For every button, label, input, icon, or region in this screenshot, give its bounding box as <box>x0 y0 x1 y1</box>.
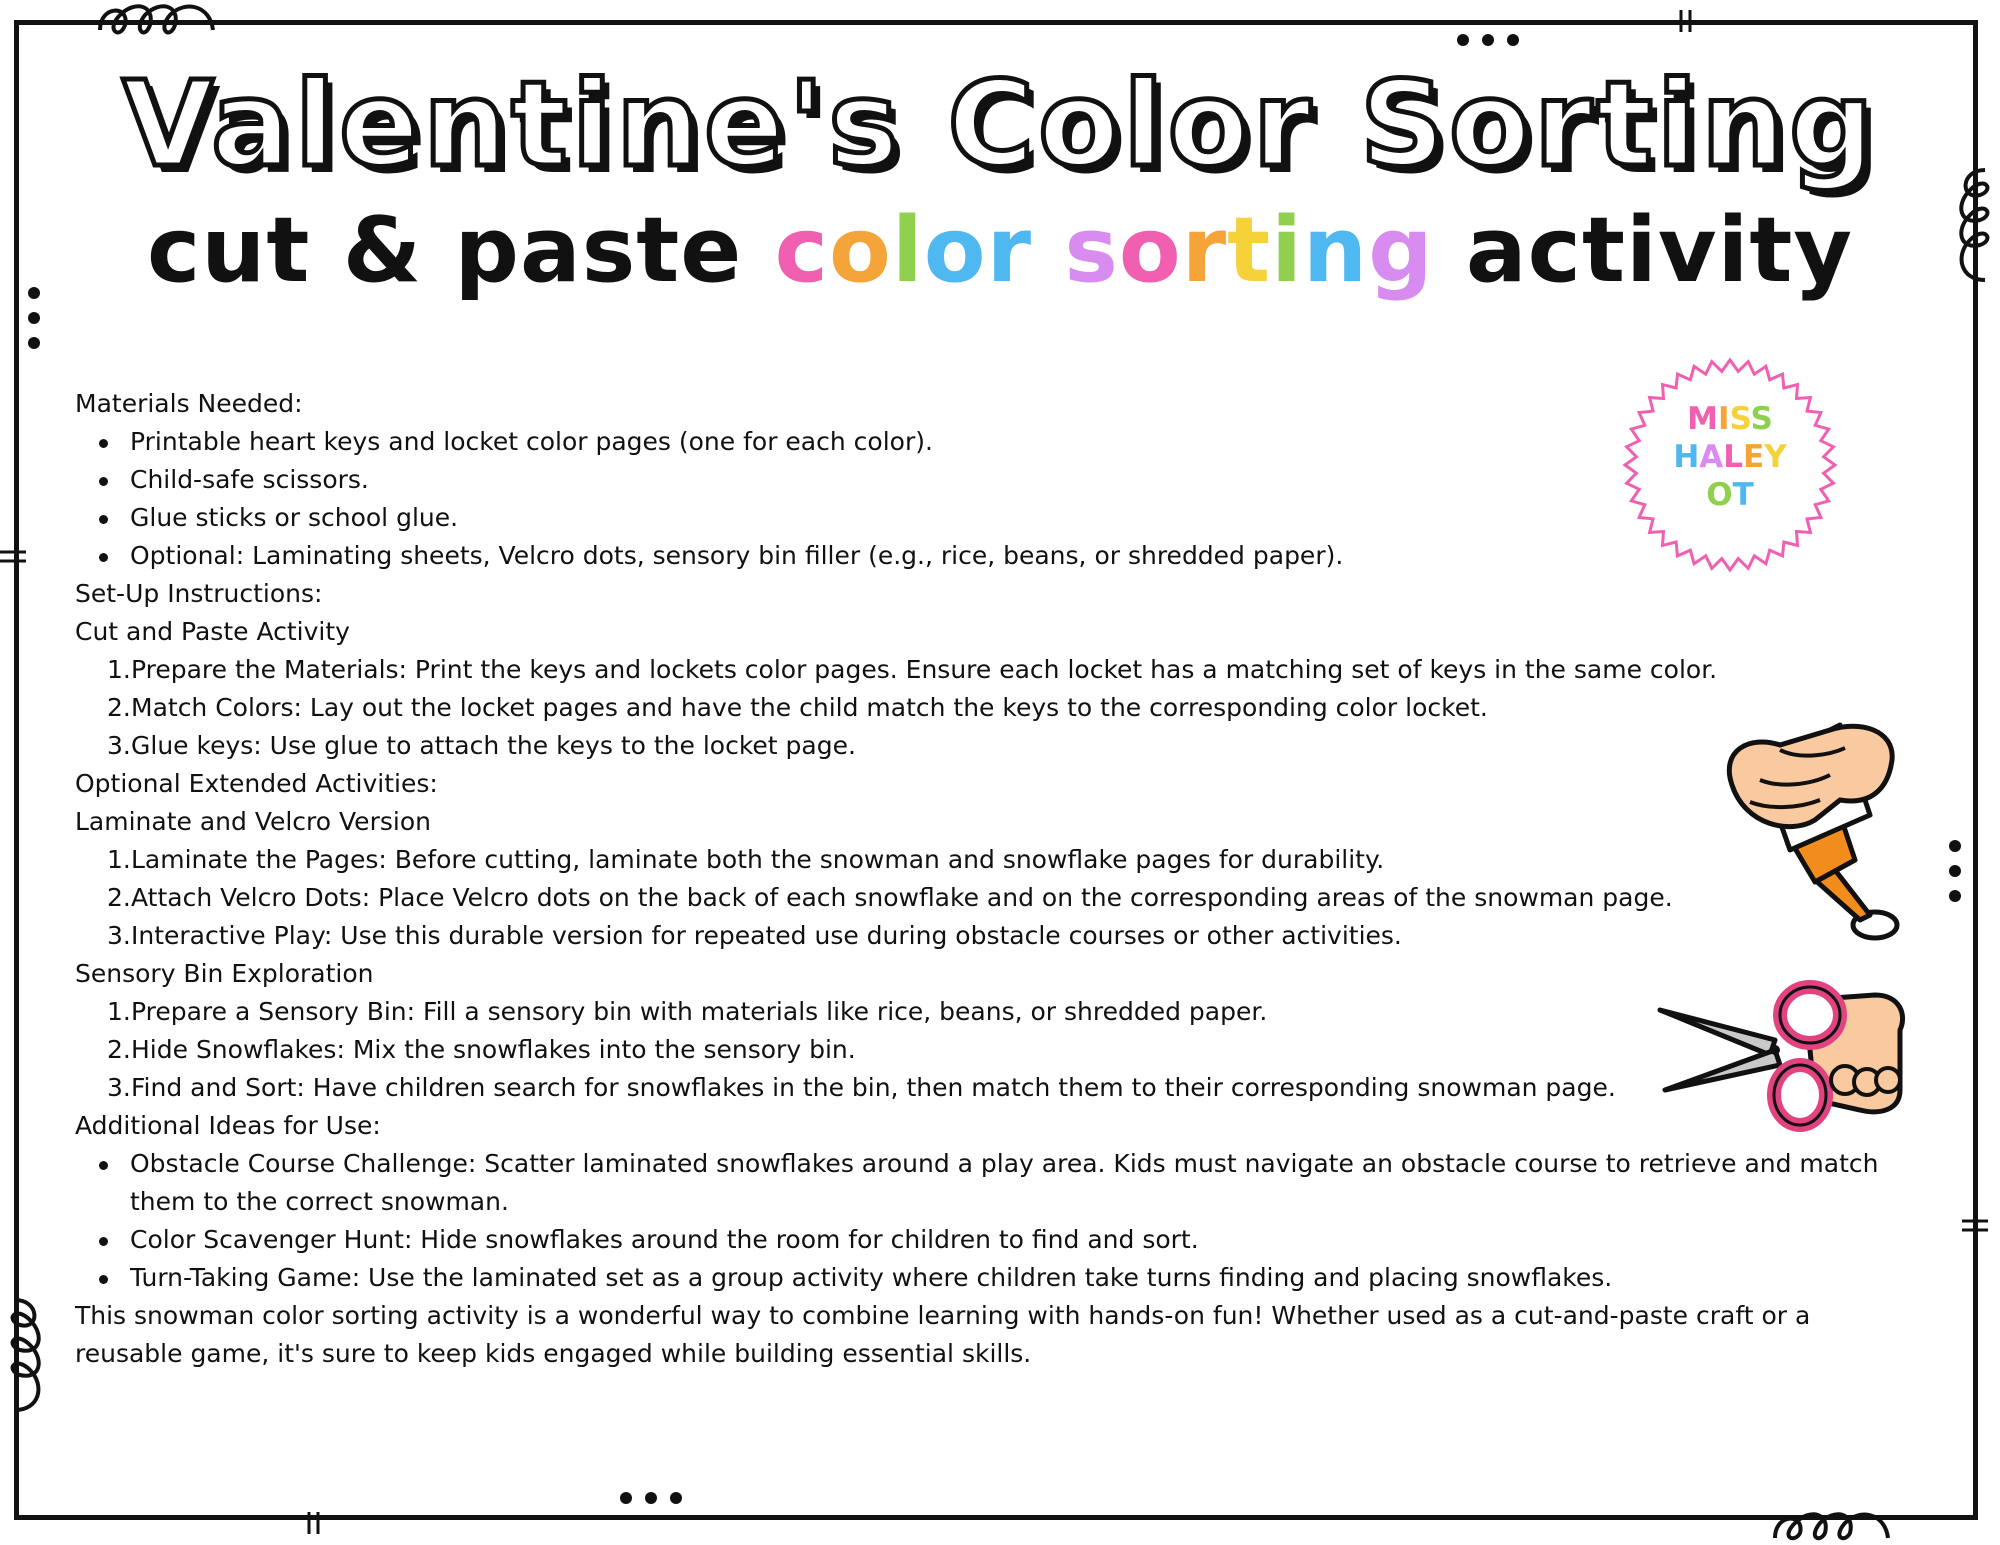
stamp-letter: T <box>1732 477 1754 513</box>
materials-item: Glue sticks or school glue. <box>75 499 1905 537</box>
page-title: Valentine's Color Sorting <box>122 55 1878 193</box>
materials-item: Child-safe scissors. <box>75 461 1905 499</box>
subtitle-letter: r <box>986 198 1032 303</box>
laminate-step <box>75 841 1905 879</box>
tick-doodle-left <box>0 546 28 568</box>
optional-heading: Optional Extended Activities: <box>75 769 438 798</box>
stamp-letter: L <box>1723 439 1744 475</box>
step-number: 2. <box>107 1035 131 1064</box>
subtitle-letter: c <box>774 198 830 303</box>
sensory-step <box>75 1031 1905 1069</box>
step-text: Prepare the Materials: Print the keys and lockets color pages. Ensure each locket has a matching set of keys in the same color. <box>131 655 1718 684</box>
loop-doodle-top-left <box>95 0 220 45</box>
stamp-letter: E <box>1743 439 1765 475</box>
materials-heading: Materials Needed: <box>75 389 303 418</box>
additional-item: Obstacle Course Challenge: Scatter laminated snowflakes around a play area. Kids must navigate an obstacle course to retrieve and match them to the correct snowman. <box>75 1145 1885 1221</box>
instructions-body <box>75 385 1905 1373</box>
subtitle-letter: s <box>1064 198 1119 303</box>
setup-heading: Set-Up Instructions: <box>75 579 323 608</box>
subtitle-letter: o <box>829 198 892 303</box>
step-number: 2. <box>107 883 131 912</box>
page-subtitle <box>0 198 2000 303</box>
additional-item: Turn-Taking Game: Use the laminated set as a group activity where children take turns finding and placing snowflakes. <box>75 1259 1905 1297</box>
step-text: Hide Snowflakes: Mix the snowflakes into the sensory bin. <box>131 1035 856 1064</box>
setup-step <box>75 651 1905 689</box>
tick-doodle-bottom <box>303 1510 325 1536</box>
stamp-letter: S <box>1729 401 1751 437</box>
closing-paragraph: This snowman color sorting activity is a wonderful way to combine learning with hands-on fun! Whether used as a cut-and-paste craft or a reusable game, it's sure to keep kids engaged while building essential skills. <box>75 1301 1811 1368</box>
stamp-letter: I <box>1718 401 1730 437</box>
tick-doodle-top <box>1675 8 1697 34</box>
step-number: 1. <box>107 997 131 1026</box>
laminate-step <box>75 879 1905 917</box>
step-number: 2. <box>107 693 131 722</box>
materials-item: Printable heart keys and locket color pages (one for each color). <box>75 423 1905 461</box>
step-text: Find and Sort: Have children search for snowflakes in the bin, then match them to their corresponding snowman page. <box>131 1073 1616 1102</box>
dots-doodle-bottom <box>618 1490 688 1506</box>
loop-doodle-bottom-right <box>1770 1498 1895 1543</box>
subtitle-letter: t <box>1227 198 1272 303</box>
setup-step <box>75 727 1905 765</box>
stamp-letter: M <box>1687 401 1719 437</box>
laminate-step <box>75 917 1905 955</box>
step-number: 3. <box>107 921 131 950</box>
step-number: 3. <box>107 1073 131 1102</box>
sensory-step <box>75 993 1905 1031</box>
step-number: 1. <box>107 655 131 684</box>
stamp-letter: S <box>1750 401 1773 437</box>
laminate-subheading: Laminate and Velcro Version <box>75 807 431 836</box>
step-number: 3. <box>107 731 131 760</box>
setup-step <box>75 689 1905 727</box>
subtitle-activity: activity <box>1465 198 1854 303</box>
step-number: 1. <box>107 845 131 874</box>
subtitle-letter: l <box>891 198 924 303</box>
dots-doodle-right <box>1947 838 1963 908</box>
stamp-letter: Y <box>1764 439 1787 475</box>
subtitle-letter: o <box>923 198 987 303</box>
step-text: Glue keys: Use glue to attach the keys to the locket page. <box>131 731 856 760</box>
stamp-letter: O <box>1706 477 1733 513</box>
setup-subheading: Cut and Paste Activity <box>75 617 350 646</box>
additional-heading: Additional Ideas for Use: <box>75 1111 381 1140</box>
stamp-letter: H <box>1673 439 1700 475</box>
subtitle-color-word <box>775 198 1032 303</box>
sensory-step <box>75 1069 1905 1107</box>
subtitle-letter: r <box>1181 198 1228 303</box>
subtitle-letter: o <box>1118 198 1182 303</box>
materials-item: Optional: Laminating sheets, Velcro dots, sensory bin filler (e.g., rice, beans, or shredded paper). <box>75 537 1905 575</box>
additional-item: Color Scavenger Hunt: Hide snowflakes around the room for children to find and sort. <box>75 1221 1905 1259</box>
loop-doodle-left <box>0 1295 45 1415</box>
subtitle-letter: n <box>1303 198 1369 303</box>
subtitle-cut-paste: cut & paste <box>146 198 743 303</box>
step-text: Match Colors: Lay out the locket pages and have the child match the keys to the corresponding color locket. <box>131 693 1488 722</box>
subtitle-letter: i <box>1271 198 1304 303</box>
subtitle-letter: g <box>1368 198 1434 303</box>
sensory-subheading: Sensory Bin Exploration <box>75 959 374 988</box>
dots-doodle-top <box>1455 32 1525 48</box>
stamp-letter: A <box>1699 439 1724 475</box>
step-text: Prepare a Sensory Bin: Fill a sensory bin with materials like rice, beans, or shredded paper. <box>131 997 1268 1026</box>
tick-doodle-right <box>1962 1215 1990 1237</box>
step-text: Attach Velcro Dots: Place Velcro dots on the back of each snowflake and on the corresponding areas of the snowman page. <box>131 883 1673 912</box>
step-text: Laminate the Pages: Before cutting, laminate both the snowman and snowflake pages for durability. <box>131 845 1385 874</box>
subtitle-sorting-word <box>1064 198 1433 303</box>
step-text: Interactive Play: Use this durable version for repeated use during obstacle courses or other activities. <box>131 921 1402 950</box>
